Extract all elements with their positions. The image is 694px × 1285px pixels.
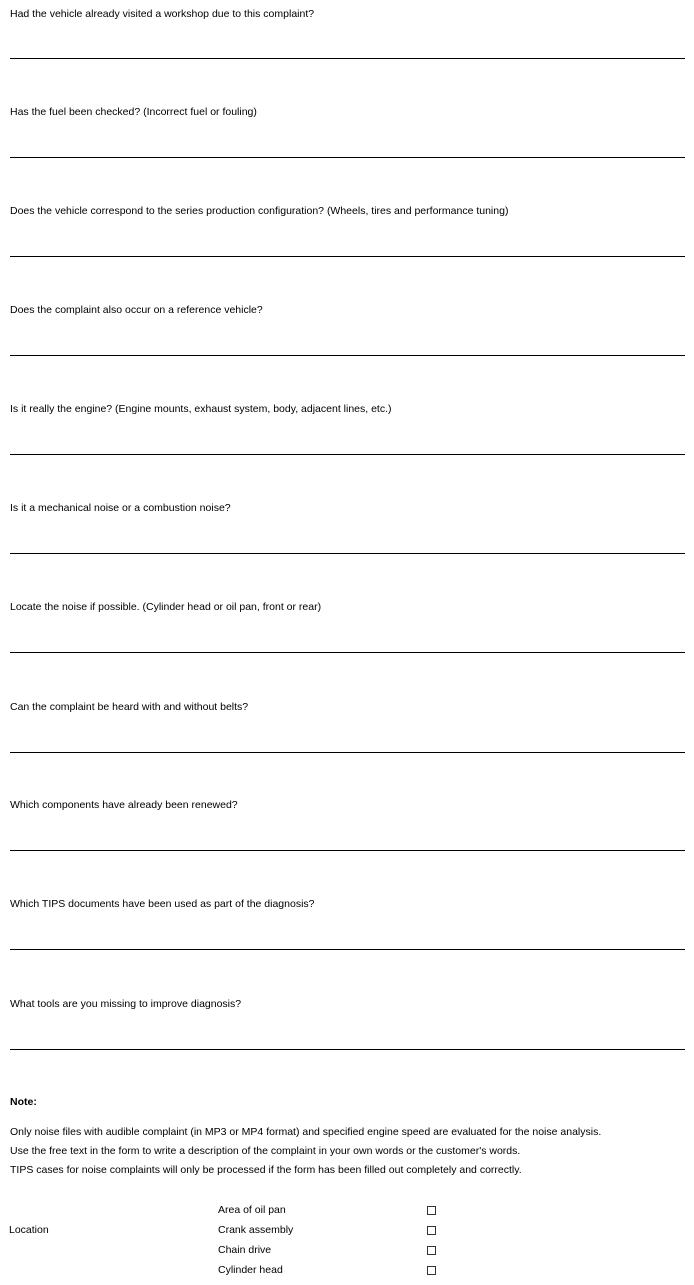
question-5: Is it really the engine? (Engine mounts, exhaust system, body, adjacent lines, etc.) bbox=[10, 403, 392, 415]
location-option-crank-assembly: Crank assembly bbox=[218, 1224, 294, 1236]
question-10: Which TIPS documents have been used as part of the diagnosis? bbox=[10, 898, 315, 910]
location-option-cylinder-head: Cylinder head bbox=[218, 1264, 283, 1276]
answer-line-9[interactable] bbox=[10, 850, 685, 851]
checkbox-cylinder-head[interactable] bbox=[427, 1266, 436, 1275]
checkbox-oil-pan[interactable] bbox=[427, 1206, 436, 1215]
location-option-chain-drive: Chain drive bbox=[218, 1244, 272, 1256]
answer-line-6[interactable] bbox=[10, 553, 685, 554]
answer-line-1[interactable] bbox=[10, 58, 685, 59]
question-6: Is it a mechanical noise or a combustion noise? bbox=[10, 502, 231, 514]
question-11: What tools are you missing to improve diagnosis? bbox=[10, 998, 242, 1010]
checkbox-crank-assembly[interactable] bbox=[427, 1226, 436, 1235]
question-4: Does the complaint also occur on a reference vehicle? bbox=[10, 304, 263, 316]
checkbox-chain-drive[interactable] bbox=[427, 1246, 436, 1255]
location-label: Location bbox=[9, 1224, 49, 1236]
question-9: Which components have already been renewed? bbox=[10, 799, 238, 811]
answer-line-4[interactable] bbox=[10, 355, 685, 356]
answer-line-2[interactable] bbox=[10, 157, 685, 158]
question-1: Had the vehicle already visited a workshop due to this complaint? bbox=[10, 8, 315, 20]
answer-line-7[interactable] bbox=[10, 652, 685, 653]
answer-line-11[interactable] bbox=[10, 1049, 685, 1050]
location-option-oil-pan: Area of oil pan bbox=[218, 1204, 286, 1216]
note-line-1: Only noise files with audible complaint (in MP3 or MP4 format) and specified engine speed are evaluated for the noise analysis. bbox=[10, 1126, 602, 1138]
answer-line-10[interactable] bbox=[10, 949, 685, 950]
note-line-3: TIPS cases for noise complaints will only be processed if the form has been filled out completely and correctly. bbox=[10, 1164, 522, 1176]
question-3: Does the vehicle correspond to the series production configuration? (Wheels, tires and performance tuning) bbox=[10, 205, 509, 217]
answer-line-5[interactable] bbox=[10, 454, 685, 455]
question-2: Has the fuel been checked? (Incorrect fuel or fouling) bbox=[10, 106, 257, 118]
answer-line-3[interactable] bbox=[10, 256, 685, 257]
note-title: Note: bbox=[10, 1096, 37, 1108]
note-line-2: Use the free text in the form to write a description of the complaint in your own words or the customer's words. bbox=[10, 1145, 521, 1157]
question-7: Locate the noise if possible. (Cylinder head or oil pan, front or rear) bbox=[10, 601, 322, 613]
question-8: Can the complaint be heard with and without belts? bbox=[10, 701, 249, 713]
answer-line-8[interactable] bbox=[10, 752, 685, 753]
